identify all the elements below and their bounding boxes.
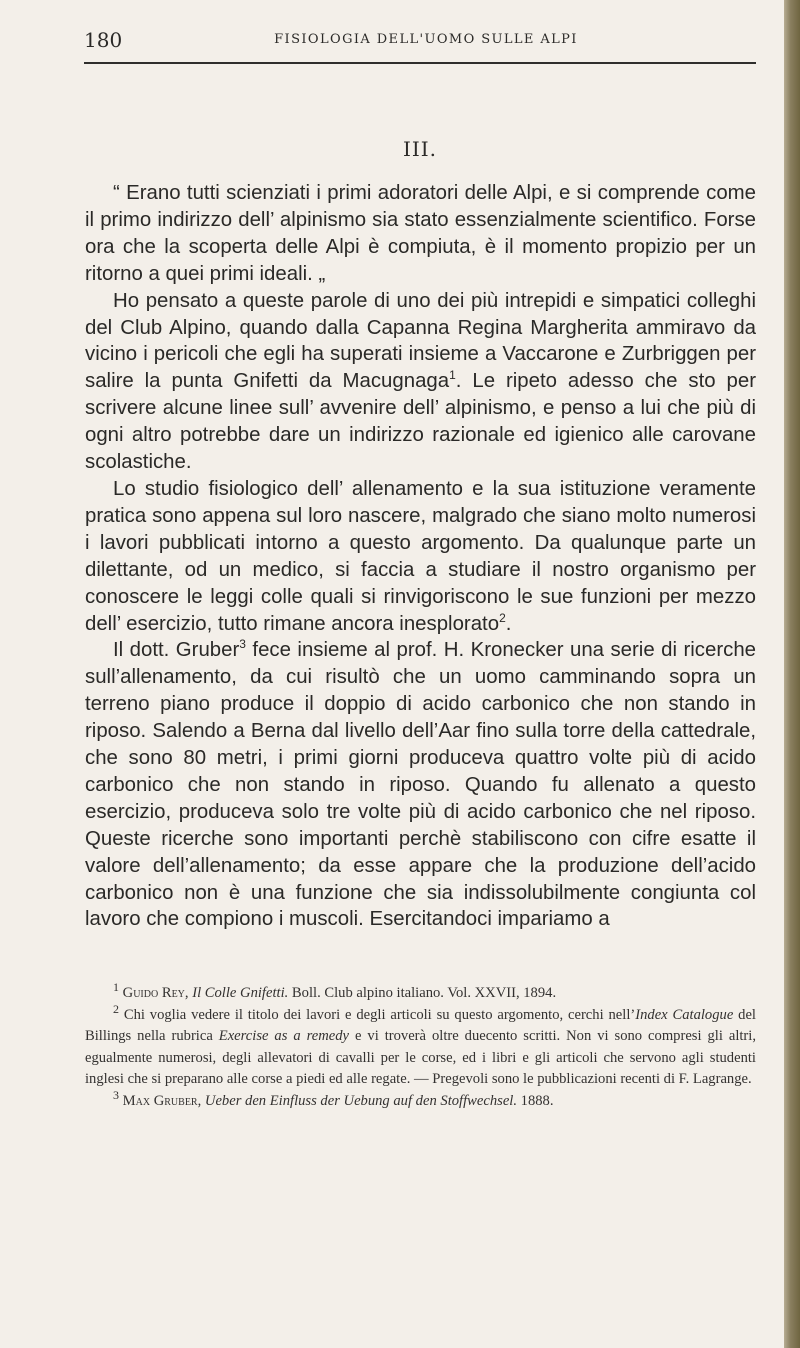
footnotes bbox=[85, 980, 756, 1112]
body-text bbox=[85, 180, 756, 933]
footnote-text: 1888. bbox=[517, 1092, 554, 1109]
running-title: FISIOLOGIA DELL'UOMO SULLE ALPI bbox=[274, 32, 578, 47]
footnote-number: 2 bbox=[113, 1001, 119, 1016]
text-run: . Le ripeto adesso che sto per scrivere alcune linee sull’ avvenire dell’ alpinismo, e penso a lui che più di ogni altro potrebbe dare un indirizzo razionale ed igienico alle carovane scolastiche. bbox=[85, 370, 756, 474]
text-run: Lo studio fisiologico dell’ allenamento e la sua istituzione veramente pratica sono appena sul loro nascere, malgrado che siano molto numerosi i lavori pubblicati intorno a questo argomento. Da qualunque parte un dilettante, od un medico, si faccia a studiare il nostro organismo per conoscere le leggi colle quali si rinvigoriscono le sue funzioni per mezzo dell’ esercizio, tutto rimane ancora inesplorato bbox=[85, 477, 756, 635]
paragraph bbox=[85, 288, 756, 476]
footnote-text: Chi voglia vedere il titolo dei lavori e degli articoli su questo argomento, cerchi nell’ bbox=[119, 1006, 636, 1023]
footnote-title: Ueber den Einfluss der Uebung auf den Stoffwechsel. bbox=[204, 1092, 517, 1109]
paragraph-quote: “ Erano tutti scienziati i primi adoratori delle Alpi, e si comprende come il primo indirizzo dell’ alpinismo sia stato essenzialmente scientifico. Forse ora che la scoperta delle Alpi è compiuta, è il momento propizio per un ritorno a quei primi ideali. „ bbox=[85, 182, 756, 285]
footnote-author: Guido Rey bbox=[122, 985, 185, 1001]
footnote: $^3$ Max Gruber, Ueber den Einfluss der Uebung auf den Stoffwechsel. 1888. bbox=[113, 1087, 554, 1109]
footnote-ref: 2 bbox=[499, 610, 506, 625]
footnote-ref: 1 bbox=[449, 368, 456, 383]
footnote-italic: Exercise as a remedy bbox=[218, 1028, 350, 1044]
footnote-number: 1 bbox=[113, 980, 119, 995]
text-run: . bbox=[505, 612, 512, 635]
running-header bbox=[84, 26, 768, 56]
footnote: $^1$ Guido Rey, Il Colle Gnifetti. Boll. Club alpino italiano. Vol. XXVII, 1894. bbox=[113, 980, 557, 1001]
text-run: Il dott. Gruber bbox=[113, 639, 240, 662]
text-run: Ho pensato a queste parole di uno dei più intrepidi e simpatici colleghi del Club Alpino, quando dalla Capanna Regina Margherita ammiravo da vicino i pericoli che egli ha superati insieme a Vaccarone e Zurbriggen per salire la punta Gnifetti da Macugnaga bbox=[85, 289, 756, 393]
paragraph bbox=[85, 637, 756, 933]
section-heading: III. bbox=[402, 137, 438, 161]
footnote bbox=[85, 1001, 756, 1091]
footnote-text: Boll. Club alpino italiano. Vol. XXVII, 1894. bbox=[288, 985, 557, 1001]
footnote-text: del Billings nella rubrica bbox=[85, 1006, 756, 1044]
page-edge bbox=[784, 0, 800, 1348]
text-run: fece insieme al prof. H. Kronecker una serie di ricerche sull’allenamento, da cui risultò che un uomo camminando sopra un terreno piano produce il doppio di acido carbonico che non stando in riposo. Salendo a Berna dal livello dell’Aar fino sulla torre della cattedrale, che sono 80 metri, i primi giorni produceva quattro volte più di acido carbonico che non stando in riposo. Quando fu allenato a questo esercizio, produceva solo tre volte più di acido carbonico che nel riposo. Queste ricerche sono importanti perchè stabiliscono con cifre esatte il valore dell’allenamento; da esse appare che la produzione dell’acido carbonico non è una funzione che sia indissolubilmente congiunta col lavoro che compiono i muscoli. Esercitandoci impariamo a bbox=[85, 639, 756, 931]
paragraph bbox=[85, 476, 756, 637]
page-number: 180 bbox=[84, 28, 123, 52]
footnote-text: e vi troverà oltre duecento scritti. Non vi sono compresi gli altri, egualmente numerosi, degli allevatori di cavalli per le corse, ed i libri e gli articoli che servono agli studenti inglesi che si preparano alle corse a piedi ed alle regate. — Pregevoli sono le pubblicazioni recenti di F. Lagrange. bbox=[85, 1028, 756, 1087]
header-rule bbox=[84, 62, 756, 64]
footnote-title: Il Colle Gnifetti. bbox=[192, 985, 289, 1001]
footnote-ref: 3 bbox=[239, 637, 246, 652]
footnote-italic: Index Catalogue bbox=[635, 1006, 734, 1023]
footnote-number: 3 bbox=[113, 1087, 119, 1102]
footnote-author: Max Gruber bbox=[122, 1092, 198, 1109]
